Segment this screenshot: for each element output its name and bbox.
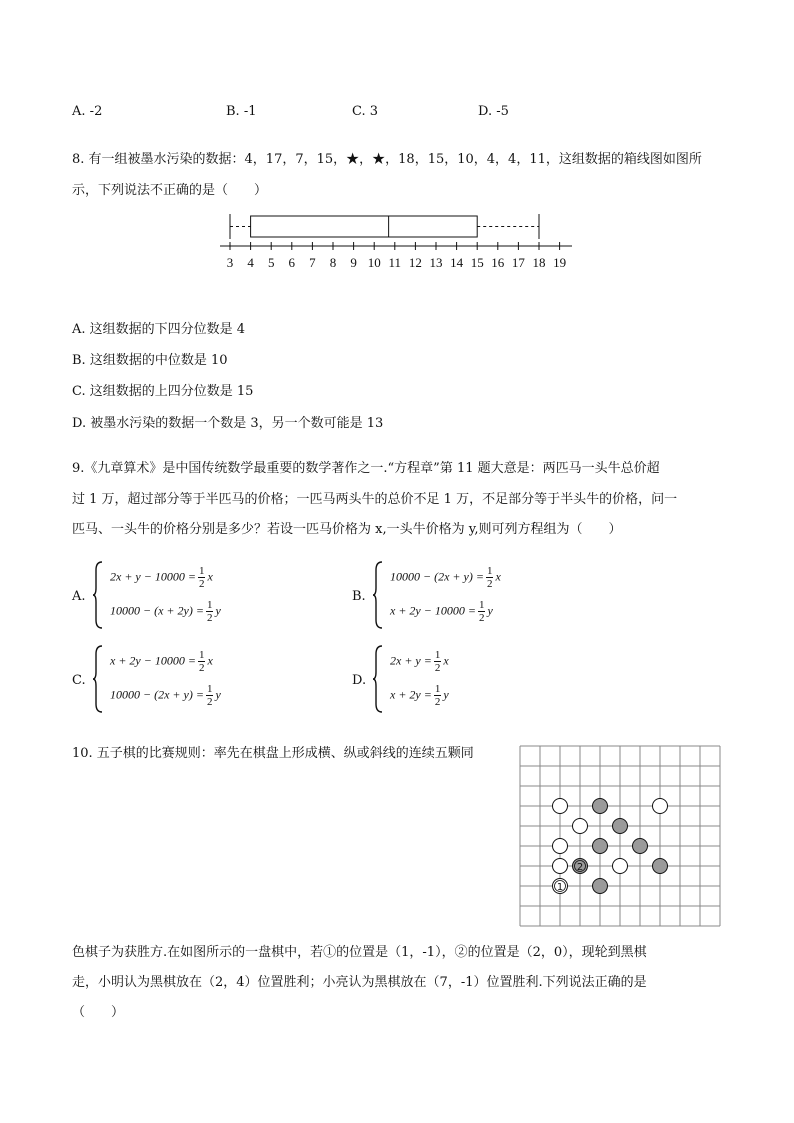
stone-label-1: 1 [556,882,564,893]
q9-option-d-label: D. [352,673,367,688]
axis-tick-label: 4 [247,255,254,270]
black-stone [633,839,648,854]
q7-option-b[interactable]: B. -1 [226,104,257,119]
axis-tick-label: 14 [450,255,464,270]
q8-stem-line1: 8. 有一组被墨水污染的数据：4，17，7，15，★，★，18，15，10，4，4，11，这组数据的箱线图如图所 [72,152,702,167]
q10-stem-line4: （ ） [72,1005,125,1020]
q7-option-c[interactable]: C. 3 [352,104,379,119]
q9-c-eq2: 10000 − (2x + y) = $\frac{1}{2}$ y [110,683,221,708]
black-stone [653,859,668,874]
stone-label-2: 2 [576,862,584,873]
brace-icon [92,644,104,714]
white-stone [613,859,628,874]
axis-tick-label: 17 [511,255,525,270]
q9-stem-line2: 过 1 万，超过部分等于半匹马的价格；一匹马两头牛的总价不足 1 万，不足部分等于半头牛的价格，问一 [72,492,678,507]
black-stone [593,839,608,854]
brace-icon [372,560,384,630]
axis-tick-label: 12 [408,255,422,270]
q9-stem-line1: 9.《九章算术》是中国传统数学最重要的数学著作之一.“方程章”第 11 题大意是：两匹马一头牛总价超 [72,461,660,476]
q8-option-a[interactable]: A. 这组数据的下四分位数是 4 [72,322,246,337]
q9-b-eq2: x + 2y − 10000 = $\frac{1}{2}$ y [390,599,493,624]
q9-b-eq1: 10000 − (2x + y) = $\frac{1}{2}$ x [390,565,501,590]
q8-boxplot [216,208,576,276]
q8-stem-line2: 示，下列说法不正确的是（ ） [72,183,268,198]
axis-tick-label: 11 [388,255,402,270]
axis-tick-label: 3 [226,255,234,270]
black-stone [593,879,608,894]
q9-d-eq1: 2x + y = $\frac{1}{2}$ x [390,649,449,674]
axis-tick-label: 8 [329,255,337,270]
axis-tick-label: 6 [288,255,296,270]
q9-a-eq1: 2x + y − 10000 = $\frac{1}{2}$ x [110,565,213,590]
q10-stem-line2: 色棋子为获胜方.在如图所示的一盘棋中，若①的位置是（1，-1），②的位置是（2，0），现轮到黑棋 [72,945,647,960]
axis-tick-label: 10 [367,255,381,270]
black-stone [613,819,628,834]
q10-stem-line3: 走，小明认为黑棋放在（2，4）位置胜利；小亮认为黑棋放在（7，-1）位置胜利.下列说法正确的是 [72,975,647,990]
q8-option-c[interactable]: C. 这组数据的上四分位数是 15 [72,384,254,399]
white-stone [553,839,568,854]
q9-option-b-label: B. [352,589,366,604]
q9-c-eq1: x + 2y − 10000 = $\frac{1}{2}$ x [110,649,213,674]
axis-tick-label: 7 [309,255,316,270]
q9-option-a-label: A. [72,589,86,604]
q9-option-c-label: C. [72,673,86,688]
brace-icon [92,560,104,630]
white-stone [573,819,588,834]
q8-option-b[interactable]: B. 这组数据的中位数是 10 [72,353,228,368]
q9-a-eq2: 10000 − (x + 2y) = $\frac{1}{2}$ y [110,599,221,624]
q10-gomoku-board [518,744,722,928]
black-stone [593,799,608,814]
q9-stem-line3: 匹马、一头牛的价格分别是多少？若设一匹马价格为 x,一头牛价格为 y,则可列方程组为（ ） [72,522,622,537]
q7-option-d[interactable]: D. -5 [478,104,509,119]
axis-tick-label: 9 [350,255,357,270]
brace-icon [372,644,384,714]
q10-stem-line1: 10. 五子棋的比赛规则：率先在棋盘上形成横、纵或斜线的连续五颗同 [72,746,474,761]
white-stone [553,859,568,874]
q7-option-a[interactable]: A. -2 [72,104,103,119]
axis-tick-label: 5 [267,255,275,270]
axis-tick-label: 16 [491,255,505,270]
white-stone [553,799,568,814]
q9-d-eq2: x + 2y = $\frac{1}{2}$ y [390,683,449,708]
axis-tick-label: 19 [553,255,567,270]
box [251,216,478,237]
axis-tick-label: 13 [429,255,443,270]
white-stone [653,799,668,814]
axis-tick-label: 15 [470,255,484,270]
axis-tick-label: 18 [532,255,546,270]
q8-option-d[interactable]: D. 被墨水污染的数据一个数是 3，另一个数可能是 13 [72,416,384,431]
